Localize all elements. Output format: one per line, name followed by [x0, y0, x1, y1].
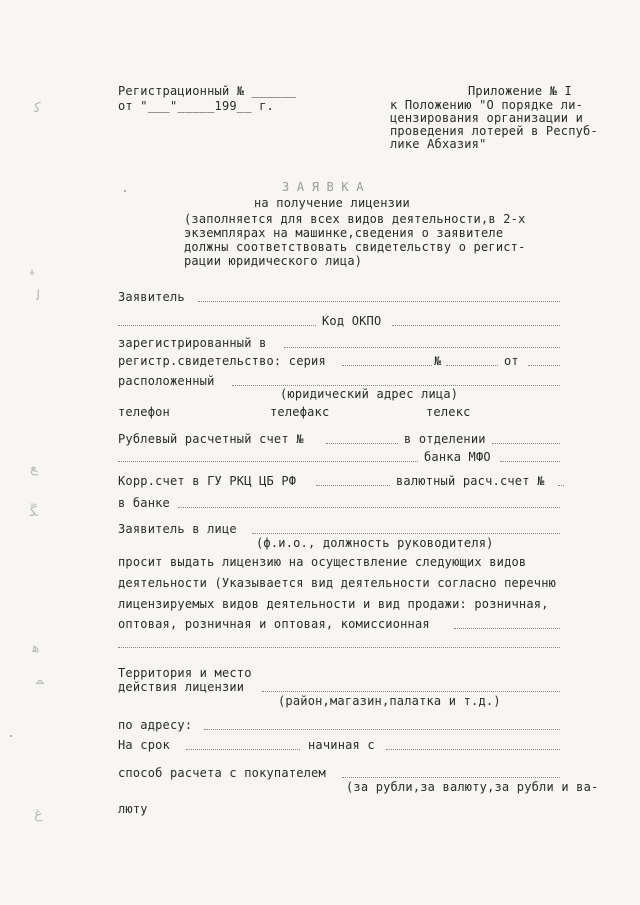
margin-mark: ﮝ [30, 504, 38, 520]
scan-speck [124, 190, 126, 192]
margin-mark: ﻛ [34, 100, 41, 116]
request-text: оптовая, розничная и оптовая, комиссионная [118, 617, 430, 631]
in-bank-label: в банке [118, 496, 170, 510]
applicant-field-line2[interactable] [118, 325, 316, 326]
bank-mfo-label: банка МФО [424, 450, 491, 464]
ruble-account-field[interactable] [326, 443, 398, 444]
margin-mark: ﻍ [34, 806, 43, 822]
fax-label: телефакс [270, 405, 330, 419]
registered-field[interactable] [284, 347, 560, 348]
starting-label: начиная с [308, 738, 375, 752]
in-bank-field[interactable] [178, 507, 560, 508]
legal-address-hint: (юридический адрес лица) [280, 387, 459, 401]
territory-label: действия лицензии [118, 680, 245, 694]
certificate-number-field[interactable] [446, 365, 498, 366]
address-label: по адресу: [118, 718, 193, 732]
certificate-series-field[interactable] [342, 365, 432, 366]
term-label: На срок [118, 738, 170, 752]
appendix-label: Приложение № I [468, 84, 572, 98]
territory-field[interactable] [262, 691, 560, 692]
margin-mark: ﻫ [32, 640, 40, 656]
document-subtitle: на получение лицензии [254, 196, 410, 210]
scan-speck [10, 735, 12, 737]
payment-field[interactable] [342, 777, 560, 778]
certificate-label: регистр.свидетельство: серия [118, 354, 326, 368]
registration-number: Регистрационный № ______ [118, 84, 297, 98]
instructions: (заполняется для всех видов деятельности,в 2-х [184, 212, 526, 226]
phone-label: телефон [118, 405, 170, 419]
margin-mark: ﺒ [30, 262, 35, 278]
appendix-ref: лике Абхазия" [390, 137, 487, 151]
branch-field[interactable] [492, 443, 560, 444]
payment-hint: (за рубли,за валюту,за рубли и ва- [346, 780, 599, 794]
applicant-label: Заявитель [118, 290, 185, 304]
corr-account-label: Корр.счет в ГУ РКЦ ЦБ РФ [118, 474, 297, 488]
applicant-person-label: Заявитель в лице [118, 522, 237, 536]
appendix-ref: проведения лотерей в Респуб- [390, 124, 598, 138]
applicant-person-field[interactable] [252, 533, 560, 534]
instructions: рации юридического лица) [184, 254, 363, 268]
okpo-field[interactable] [392, 325, 560, 326]
margin-mark: ﻤ [36, 672, 45, 688]
payment-label: способ расчета с покупателем [118, 766, 326, 780]
margin-mark: ﻊ [30, 460, 38, 476]
located-field[interactable] [232, 385, 560, 386]
payment-hint: люту [118, 802, 148, 816]
located-label: расположенный [118, 374, 215, 388]
activity-field[interactable] [454, 628, 560, 629]
territory-hint: (район,магазин,палатка и т.д.) [278, 694, 501, 708]
activity-field-line2[interactable] [118, 647, 560, 648]
okpo-label: Код ОКПО [322, 314, 382, 328]
request-text: просит выдать лицензию на осуществление следующих видов [118, 555, 527, 569]
certificate-from-label: от [504, 354, 519, 368]
currency-account-field[interactable] [558, 485, 564, 486]
certificate-number-sign: № [434, 354, 442, 368]
appendix-ref: к Положению "О порядке ли- [390, 98, 584, 112]
registered-label: зарегистрированный в [118, 336, 267, 350]
mfo-field[interactable] [500, 461, 560, 462]
registration-date: от "___"_____199__ г. [118, 99, 274, 113]
bank-field[interactable] [118, 461, 418, 462]
certificate-date-field[interactable] [528, 365, 560, 366]
branch-label: в отделении [404, 432, 486, 446]
document-title: З А Я В К А [282, 180, 364, 194]
territory-label: Территория и место [118, 666, 252, 680]
term-field[interactable] [186, 749, 300, 750]
request-text: деятельности (Указывается вид деятельности согласно перечню [118, 576, 557, 590]
margin-mark: ﻟ [36, 288, 41, 304]
corr-account-field[interactable] [316, 485, 390, 486]
applicant-field[interactable] [198, 301, 560, 302]
instructions: должны соответствовать свидетельству о регист- [184, 240, 526, 254]
person-hint: (ф.и.о., должность руководителя) [256, 536, 494, 550]
appendix-ref: цензирования организации и [390, 111, 584, 125]
telex-label: телекс [426, 405, 471, 419]
instructions: экземплярах на машинке,сведения о заявителе [184, 226, 504, 240]
starting-field[interactable] [386, 749, 560, 750]
request-text: лицензируемых видов деятельности и вид продажи: розничная, [118, 597, 549, 611]
ruble-account-label: Рублевый расчетный счет № [118, 432, 304, 446]
address-field[interactable] [204, 729, 560, 730]
currency-account-label: валютный расч.счет № [396, 474, 545, 488]
